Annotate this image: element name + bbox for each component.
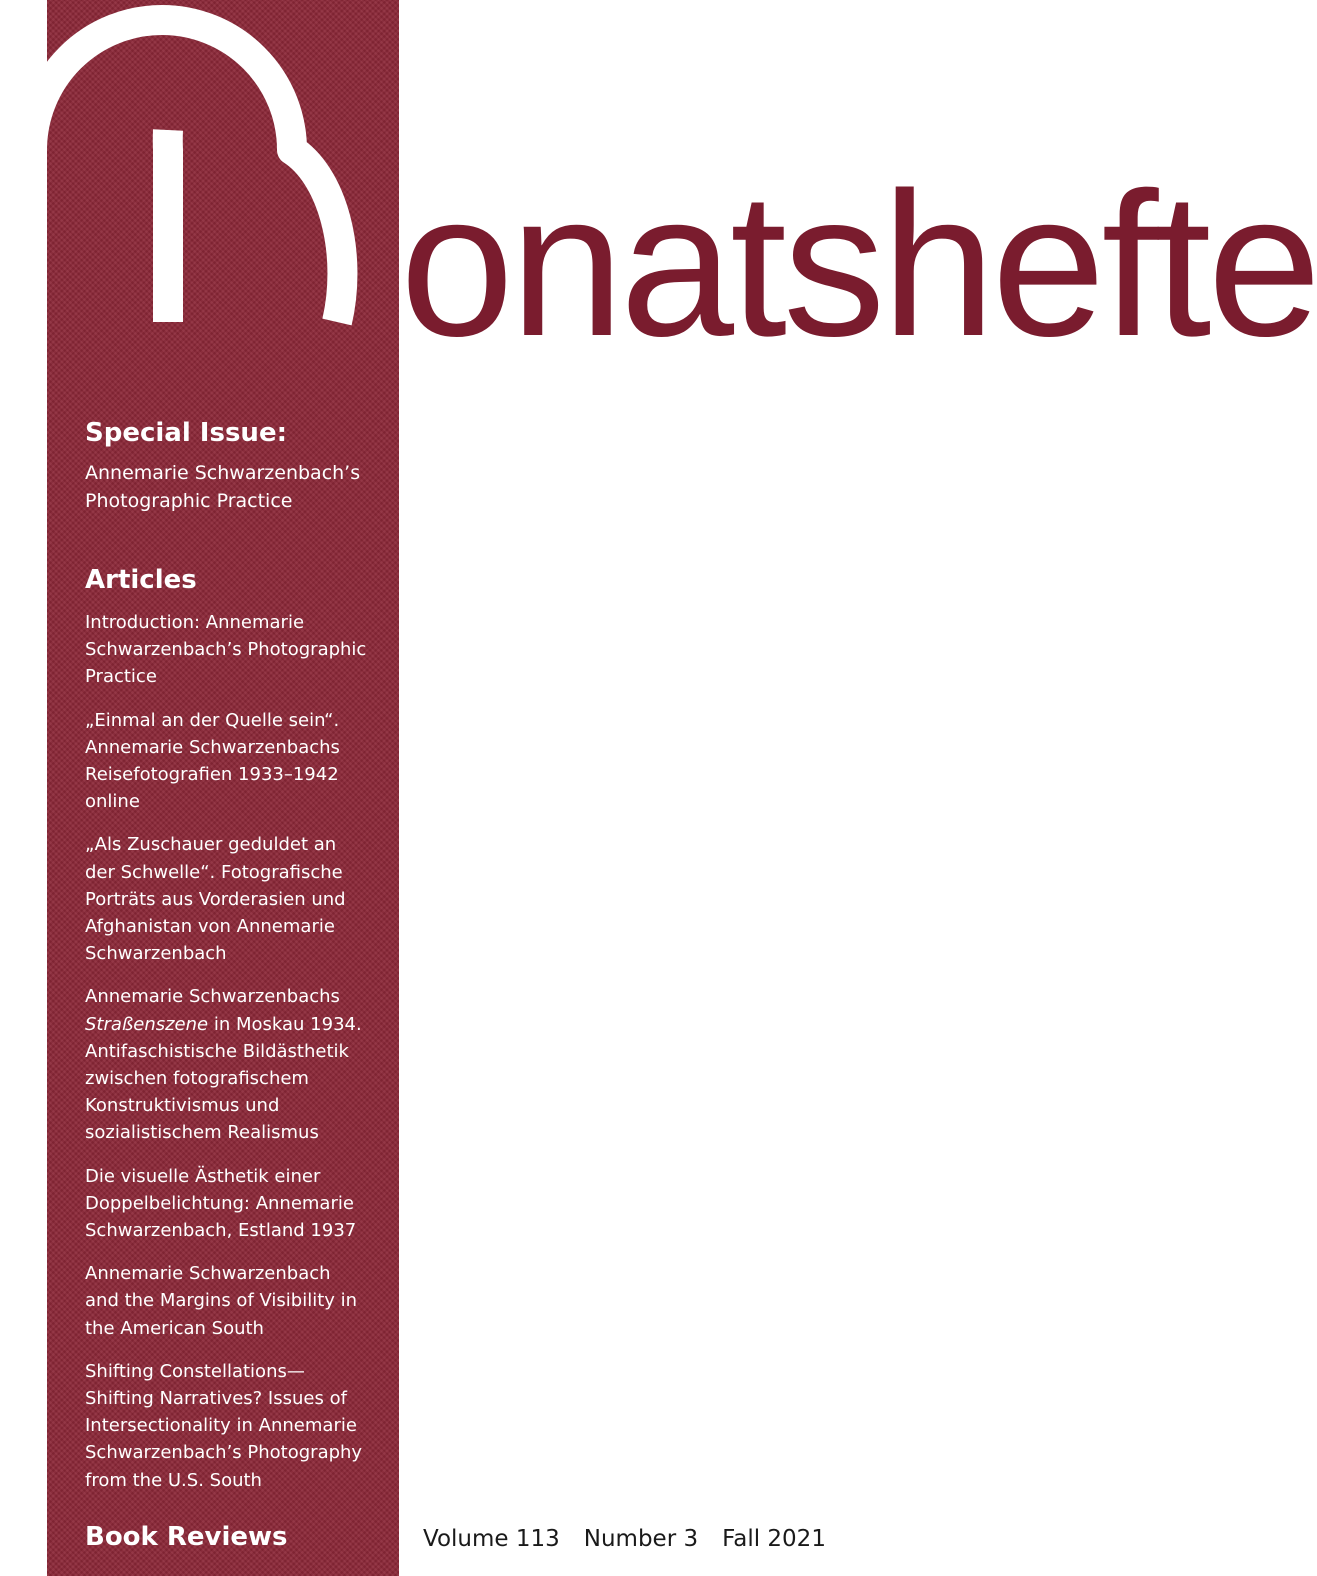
articles-list [85,609,385,1494]
book-reviews-block [85,1522,385,1552]
article-title-part: in Moskau 1934. Antifaschistische Bildästhetik zwischen fotografischem Konstruktivismus und sozialistischem Realismus [85,1013,362,1144]
article-title: Shifting Constellations— Shifting Narratives? Issues of Intersectionality in Annemarie Schwarzenbach’s Photography from the U.S. South [85,1360,363,1491]
article-title [85,983,385,1146]
volume-label: Volume 113 [423,1526,560,1552]
article-title: „Einmal an der Quelle sein“. Annemarie Schwarzenbachs Reisefotografien 1933–1942 online [85,709,340,813]
special-issue-block [85,418,385,515]
special-issue-subtitle: Annemarie Schwarzenbach’s Photographic Practice [85,462,361,512]
articles-block [85,565,385,1510]
article-title: „Als Zuschauer geduldet an der Schwelle“. Fotografische Porträts aus Vorderasien und Afghanistan von Annemarie Schwarzenbach [85,834,346,965]
article-title-part: Annemarie Schwarzenbachs [85,986,340,1008]
article-title: Annemarie Schwarzenbach and the Margins of Visibility in the American South [85,1263,358,1339]
article-title: Die visuelle Ästhetik einer Doppelbelichtung: Annemarie Schwarzenbach, Estland 1937 [85,1165,357,1242]
articles-heading: Articles [85,565,197,595]
special-issue-heading: Special Issue: [85,418,287,448]
book-reviews-heading: Book Reviews [85,1522,288,1552]
article-title-italic: Straßenszene [85,1013,209,1035]
issue-info [423,1526,850,1552]
number-label: Number 3 [583,1526,699,1552]
masthead-title: onatshefte [400,150,1317,379]
article-title: Introduction: Annemarie Schwarzenbach’s Photographic Practice [85,612,367,688]
season-label: Fall 2021 [722,1526,826,1552]
